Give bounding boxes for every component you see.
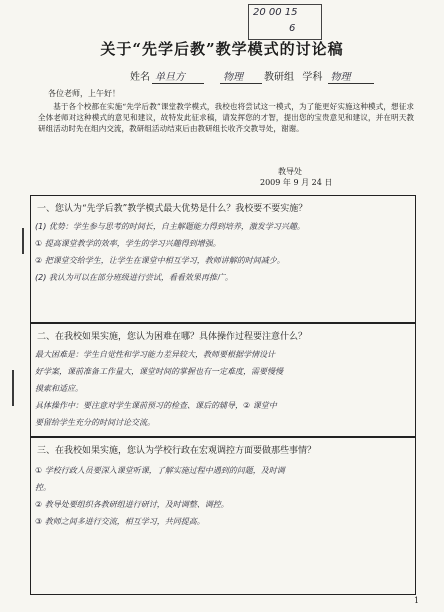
answer-1-line: (1) 优势：学生参与思考的时间长，自主解题能力得到培养，激发学习兴趣。	[35, 222, 305, 231]
answer-2-line: 最大困难是：学生自觉性和学习能力差异较大，教师要根据学情设计	[35, 350, 275, 359]
name-label: 姓名	[130, 72, 150, 83]
dept-value: 物理	[220, 68, 262, 84]
answer-3-line: ② 教导处要组织各教研组进行研讨，及时调整、调控。	[35, 500, 229, 509]
name-value: 单旦方	[152, 68, 204, 84]
answer-2	[35, 346, 409, 431]
answer-3	[35, 462, 409, 530]
answer-3-line: 控。	[35, 483, 51, 492]
question-2-text: 二、在我校如果实施，您认为困难在哪？具体操作过程要注意什么？	[37, 332, 308, 342]
answer-3-line: ① 学校行政人员要深入课堂听课，了解实施过程中遇到的问题，及时调	[35, 466, 285, 475]
answer-1-line: ① 提高课堂教学的效率，学生的学习兴趣得到增强。	[35, 239, 221, 248]
archive-number-box	[248, 4, 322, 40]
question-box-3	[30, 437, 416, 595]
question-box-1	[30, 195, 416, 323]
subject-label: 学科	[302, 72, 323, 83]
subject-value: 物理	[328, 68, 374, 84]
page-number: 1	[414, 596, 420, 605]
answer-2-line: 好学案，课前准备工作量大，课堂时间的掌握也有一定难度，需要慢慢	[35, 367, 283, 376]
greeting: 各位老师，上午好！	[48, 89, 120, 98]
answer-2-line: 摸索和适应。	[35, 384, 83, 393]
date: 2009 年 9 月 24 日	[260, 178, 333, 187]
margin-mark	[12, 370, 14, 406]
answer-1-line: (2) 我认为可以在部分班级进行尝试，看看效果再推广。	[35, 273, 233, 282]
intro-paragraph: 基于各个校都在实施“先学后教”课堂教学模式，我校也将尝试这一模式，为了能更好实施这种模式，想征求全体老师对这种模式的意见和建议，故特发此征求稿，请发挥您的才智，提出您的宝贵意见和建议，并在明天教研组活动时先在组内交流，教研组活动结束后由教研组长收齐交教导处，谢谢。	[38, 102, 414, 134]
question-box-2	[30, 323, 416, 437]
answer-3-line: ③ 教师之间多进行交流，相互学习，共同提高。	[35, 517, 205, 526]
answer-2-line: 要留给学生充分的时间讨论交流。	[35, 418, 155, 427]
archive-number-line1: 20 00 15	[253, 7, 298, 18]
margin-mark	[22, 228, 24, 254]
dept-label: 教研组	[264, 72, 294, 83]
answer-1	[35, 218, 409, 286]
name-line	[130, 68, 374, 84]
answer-2-line: 具体操作中：要注意对学生课前预习的检查、课后的辅导，② 课堂中	[35, 401, 277, 410]
question-3-text: 三、在我校如果实施，您认为学校行政在宏观调控方面要做那些事情？	[37, 446, 317, 456]
answer-1-line: ② 把课堂交给学生，让学生在课堂中相互学习，教师讲解的时间减少。	[35, 256, 285, 265]
archive-number-line2: 6	[289, 23, 296, 34]
signature: 教导处	[278, 167, 302, 176]
question-1-text: 一、您认为“先学后教”教学模式最大优势是什么？我校要不要实施？	[37, 204, 308, 214]
document-title: 关于“先学后教”教学模式的讨论稿	[100, 40, 344, 58]
